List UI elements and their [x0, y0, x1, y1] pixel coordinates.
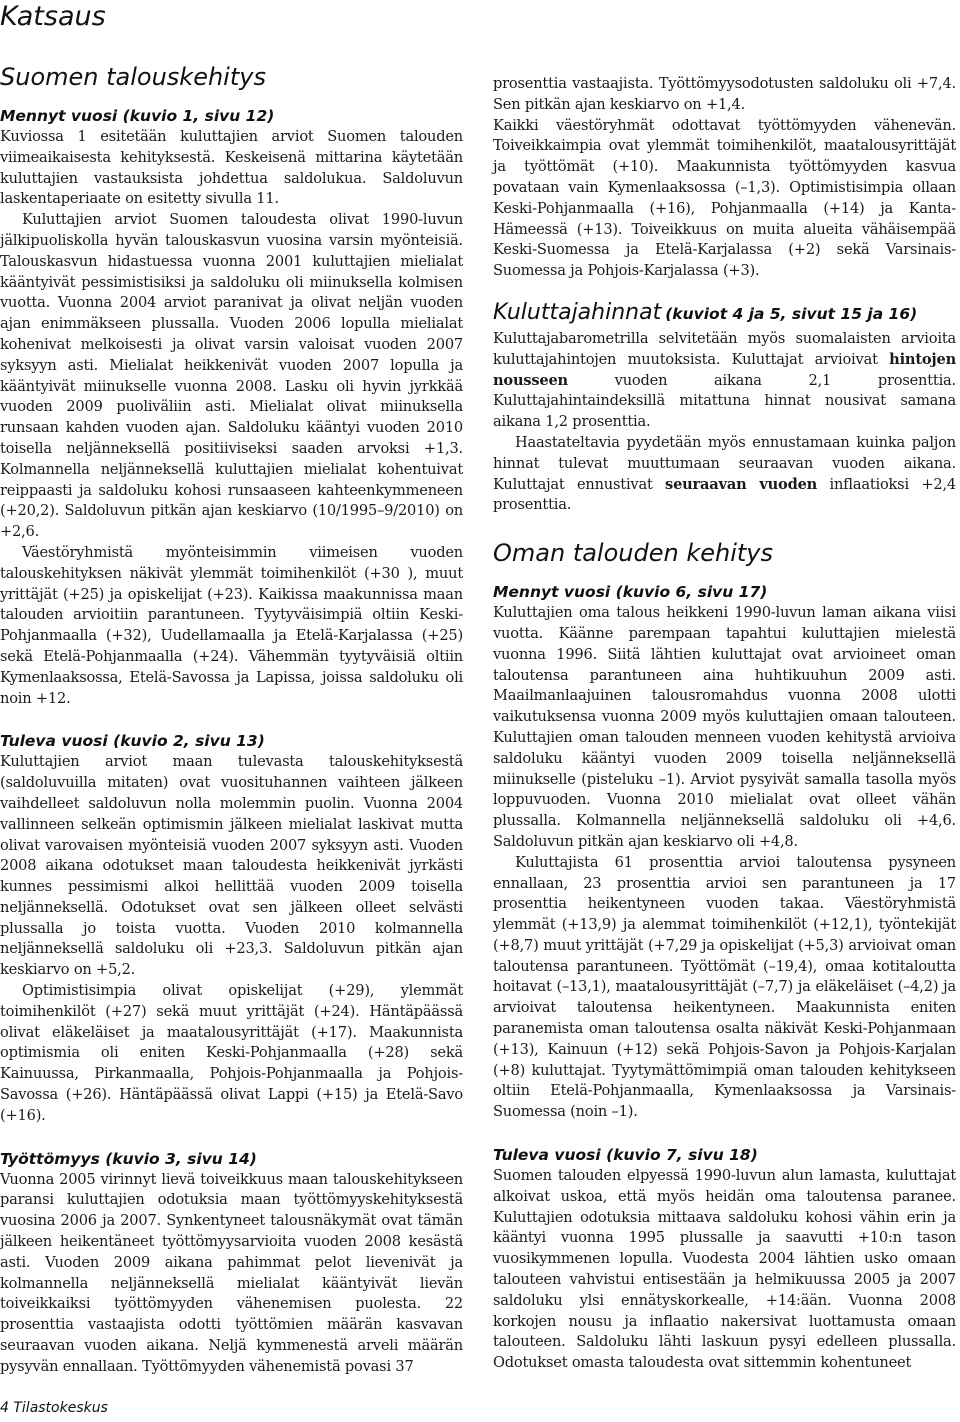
page-title: Katsaus — [0, 1, 106, 32]
paragraph: Kaikki väestöryhmät odottavat työttömyyden vähenevän. Toiveikkaimpia ovat ylemmät toimihenkilöt, maatalousyrittäjät ja työttömät (+10). Maakunnista työttömyyden kasvua povataan vain Kymenlaaksossa (–1,3). Optimistisimpia ollaan Keski-Pohjanmaalla (+16), Pohjanmaalla (+14) ja Kanta-Hämeessä (+13). Toiveikkuus on muita alueita vähäisempää Keski-Suomessa ja Etelä-Karjalassa (+2) sekä Varsinais-Suomessa ja Pohjois-Karjalassa (+3). — [493, 116, 956, 280]
paragraph: Kuluttajien arviot Suomen taloudesta olivat 1990-luvun jälkipuoliskolla hyvän talouskasvun vuosina varsin myönteisiä. Talouskasvun hidastuessa vuonna 2001 kuluttajien mielialat kääntyivät pessimistisiksi ja saldoluku oli miinuksella kolmisen vuotta. Vuonna 2004 arviot paranivat ja olivat neljän vuoden ajan enimmäkseen plussalla. Vuoden 2006 lopulla mielialat kohenivat melkoisesti ja olivat varsin valoisat vuoden 2007 syksyyn asti. Mielialat heikkenivät vuoden 2007 lopulla ja kääntyivät miinukselle vuonna 2008. Lasku oli hyvin jyrkkää vuoden 2009 puoliväliin asti. Mielialat olivat miinuksella runsaan kahden vuoden ajan. Saldoluku kääntyi vuoden 2010 toisella neljänneksellä positiiviseksi saaden arvoksi +1,3. Kolmannella neljänneksellä kuluttajien mielialat kohentuivat reippaasti ja saldoluku kohosi runsaaseen kahteenkymmeneen (+20,2). Saldoluvun pitkän ajan keskiarvo (10/1995–9/2010) on +2,6. — [0, 211, 463, 541]
subheading-tuleva-vuosi: Tuleva vuosi (kuvio 7, sivu 18) — [493, 1146, 758, 1165]
emphasis: seuraavan vuoden — [665, 475, 818, 493]
subheading-tuleva-vuosi: Tuleva vuosi (kuvio 2, sivu 13) — [0, 732, 265, 751]
emphasis: hintojen nousseen — [493, 350, 956, 389]
left-column — [0, 62, 463, 1378]
section-title-kuluttajahinnat — [493, 298, 956, 329]
page-footer: 4 Tilastokeskus — [0, 1400, 108, 1416]
paragraph: Kuviossa 1 esitetään kuluttajien arviot Suomen talouden viimeaikaisesta kehityksestä. Keskeisenä mittarina käytetään kuluttajien vastauksista johdettua saldolukua. Saldoluvun laskentaperiaate on esitetty sivulla 11. — [0, 128, 463, 208]
section-title-suomen-talouskehitys: Suomen talouskehitys — [0, 63, 266, 91]
paragraph: Kuluttajien arviot maan tulevasta talouskehityksestä (saldoluvuilla mitaten) ovat vuosituhannen vaihteen jälkeen vaihdelleet saldoluvun nolla molemmin puolin. Vuonna 2004 vallinneen selkeän optimismin jälkeen mielialat laskivat mutta olivat varovaisen myönteisiä vuoden 2007 syksyyn asti. Vuoden 2008 aikana odotukset maan taloudesta heikkenivät jyrkästi kunnes pessimismi alkoi hellittää vuoden 2009 toisella neljänneksellä. Odotukset ovat sen jälkeen olleet selvästi plussalla jo toista vuotta. Vuoden 2010 kolmannella neljänneksellä saldoluku oli +23,3. Saldoluvun pitkän ajan keskiarvo on +5,2. — [0, 753, 463, 979]
heading-reference: (kuviot 4 ja 5, sivut 15 ja 16) — [665, 304, 918, 323]
section-title-oman-talouden-kehitys: Oman talouden kehitys — [493, 539, 773, 568]
paragraph: Suomen talouden elpyessä 1990-luvun alun lamasta, kuluttajat alkoivat uskoa, että myös heidän oma taloutensa paranee. Kuluttajien odotuksia mittaava saldoluku kohosi vähin erin ja kääntyi vuonna 1995 plussalle ja saavutti +10:n tason vuosikymmenen lopulla. Vuodesta 2004 lähtien usko omaan talouteen vahvistui entisestään ja helmikuussa 2005 ja 2007 saldoluku ylsi ennätyskorkealle, +14:ään. Vuonna 2008 korkojen nousu ja inflaatio nakersivat luottamusta omaan talouteen. Saldoluku lähti laskuun pysyi edelleen plussalla. Odotukset omasta taloudesta ovat sittemmin kohentuneet — [493, 1167, 956, 1372]
paragraph: Haastateltavia pyydetään myös ennustamaan kuinka paljon hinnat tulevat muuttumaan seuraavan vuoden aikana. Kuluttajat ennustivat seuraavan vuoden inflaatioksi +2,4 prosenttia. — [493, 433, 956, 514]
paragraph: Kuluttajabarometrilla selvitetään myös suomalaisten arvioita kuluttajahintojen muutoksista. Kuluttajat arvioivat hintojen nousseen vuoden aikana 2,1 prosenttia. Kuluttajahintaindeksillä mitattuna hinnat nousivat samana aikana 1,2 prosenttia. — [493, 329, 956, 431]
paragraph: Kuluttajien oma talous heikkeni 1990-luvun laman aikana viisi vuotta. Käänne parempaan tapahtui kuluttajien mielestä vuonna 1996. Siitä lähtien kuluttajat ovat arvioineet oman taloutensa parantuneen aina huhtikuuhun 2009 asti. Maailmanlaajuinen talousromahdus vuonna 2008 ulotti vaikutuksensa vuonna 2009 myös kuluttajien omaan talouteen. Kuluttajien oman talouden menneen vuoden kehitystä arvioiva saldoluku kääntyi vuoden 2009 toisella neljänneksellä miinukselle (pisteluku –1). Arviot pysyivät samalla tasolla myös loppuvuoden. Vuonna 2010 mielialat ovat olleet vähän plussalla. Kolmannella neljänneksellä saldoluku oli +4,6. Saldoluvun pitkän ajan keskiarvo oli +4,8. — [493, 604, 956, 850]
subheading-mennyt-vuosi: Mennyt vuosi (kuvio 1, sivu 12) — [0, 107, 275, 125]
paragraph: Vuonna 2005 virinnyt lievä toiveikkuus maan talouskehitykseen paransi kuluttajien odotuksia maan työttömyyskehityksestä vuosina 2006 ja 2007. Synkentyneet talousnäkymät ovat tämän jälkeen heikentäneet työttömyysarvioita vuoden 2008 kesästä asti. Vuoden 2009 aikana pahimmat pelot lievenivät ja kolmannella neljänneksellä mielialat kääntyivät lievän toiveikkaiksi työttömyyden vähenemisen puolesta. 22 prosenttia vastaajista odotti työttömien määrän kasvavan seuraavan vuoden aikana. Neljä kymmenestä arveli määrän pysyvän ennallaan. Työttömyyden vähenemistä povasi 37 — [0, 1170, 463, 1375]
right-column — [493, 74, 956, 1374]
heading-text: Kuluttajahinnat — [493, 299, 662, 325]
paragraph: Väestöryhmistä myönteisimmin viimeisen vuoden talouskehityksen näkivät ylemmät toimihenkilöt (+30 ), muut yrittäjät (+25) ja opiskelijat (+23). Kaikissa maakunnissa maan talouden arvioitiin parantuneen. Tyytyväisimpiä oltiin Keski-Pohjanmaalla (+32), Uudellamaalla ja Etelä-Karjalassa (+25) sekä Etelä-Pohjanmaalla (+24). Vähemmän tyytyväisiä oltiin Kymenlaaksossa, Etelä-Savossa ja Lapissa, joissa saldoluku oli noin +12. — [0, 543, 463, 707]
subheading-mennyt-vuosi: Mennyt vuosi (kuvio 6, sivu 17) — [493, 583, 768, 602]
subheading-tyottomyys: Työttömyys (kuvio 3, sivu 14) — [0, 1149, 257, 1168]
paragraph: prosenttia vastaajista. Työttömyysodotusten saldoluku oli +7,4. Sen pitkän ajan keskiarvo on +1,4. — [493, 75, 956, 113]
paragraph: Optimistisimpia olivat opiskelijat (+29), ylemmät toimihenkilöt (+27) sekä muut yrittäjät (+24). Häntäpäässä olivat eläkeläiset ja maatalousyrittäjät (+17). Maakunnista optimismia oli eniten Keski-Pohjanmaalla (+28) sekä Kainuussa, Pirkanmaalla, Pohjois-Pohjanmaalla ja Pohjois-Savossa (+26). Häntäpäässä olivat Lappi (+15) ja Etelä-Savo (+16). — [0, 982, 463, 1124]
paragraph: Kuluttajista 61 prosenttia arvioi taloutensa pysyneen ennallaan, 23 prosenttia arvioi sen parantuneen ja 17 prosenttia heikentyneen vuoden takaa. Väestöryhmistä ylemmät (+13,9) ja alemmat toimihenkilöt (+12,1), työntekijät (+8,7) muut yrittäjät (+7,29 ja opiskelijat (+5,3) arvioivat oman taloutensa parantuneen. Työttömät (–19,4), omaa kotitaloutta hoitavat (–13,1), maatalousyrittäjät (–7,7) ja eläkeläiset (–4,2) ja arvioivat taloutensa heikentyneen. Maakunnista eniten paranemista oman taloutensa osalta näkivät Keski-Pohjanmaan (+13), Kainuun (+12) sekä Pohjois-Savon ja Pohjois-Karjalan (+8) kuluttajat. Tyytymättömimpiä oman talouden kehitykseen oltiin Etelä-Pohjanmaalla, Kymenlaaksossa ja Varsinais-Suomessa (noin –1). — [493, 853, 956, 1121]
